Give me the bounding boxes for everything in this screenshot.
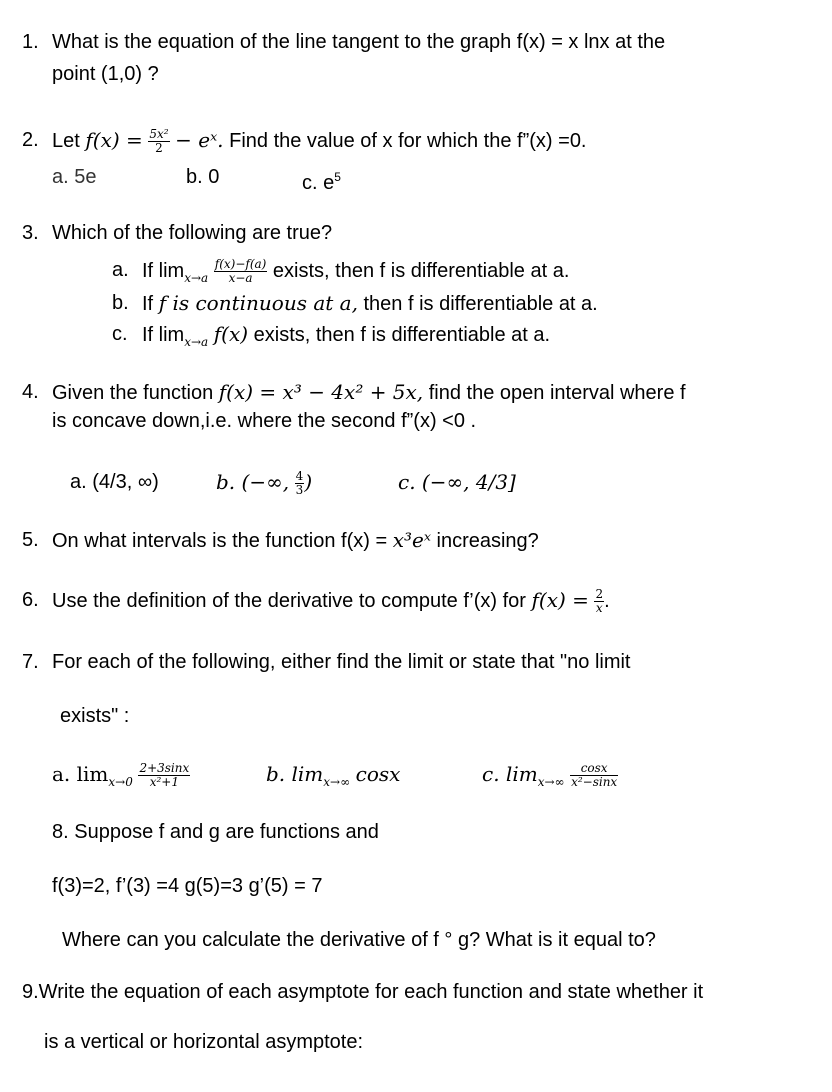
q3-text: Which of the following are true? [52, 222, 333, 244]
q7-number: 7. [22, 651, 39, 673]
q3-b-rest: then f is differentiable at a. [363, 293, 598, 315]
q3-a-frac-num: f(x)−f(a) [214, 257, 267, 271]
q9-line2: is a vertical or horizontal asymptote: [44, 1031, 364, 1053]
q2-fraction [148, 128, 169, 155]
q2-frac-num: 5x² [149, 127, 169, 142]
q2-func: f(x) = [85, 128, 143, 152]
q4-option-b-num: 4 [295, 469, 304, 484]
q2-rest: Find the value of x for which the f”(x) =0. [229, 130, 587, 152]
q7-b-post: cosx [355, 762, 401, 786]
q6-func: f(x) = [531, 588, 589, 612]
q3-a-label: a. [112, 259, 129, 281]
q3-c-label: c. [112, 323, 128, 345]
q4-option-b-den: 3 [295, 483, 304, 498]
q4-func: f(x) = x³ − 4x² + 5x, [218, 380, 424, 404]
q7-c-den: x²−sinx [571, 775, 618, 790]
q4-option-c: c. (−∞, 4/3] [398, 470, 516, 494]
q4-number: 4. [22, 381, 39, 403]
q4-option-a: a. (4/3, ∞) [70, 471, 159, 493]
q7-c-fraction [570, 762, 618, 789]
q4-option-b-pre: b. (−∞, [216, 470, 290, 494]
q8-values: f(3)=2, f’(3) =4 g(5)=3 g’(5) = 7 [52, 875, 323, 897]
q3-a-if: If lim [142, 259, 185, 282]
q4-line1 [52, 380, 686, 405]
q7-option-a [52, 762, 190, 794]
q2-let: Let [52, 130, 80, 152]
q5-text-post: increasing? [436, 530, 539, 552]
q5-func: x³eˣ [392, 528, 431, 552]
q3-b-line [142, 291, 598, 316]
q3-a-fraction [214, 258, 268, 285]
q3-number: 3. [22, 222, 39, 244]
q5-text-pre: On what intervals is the function f(x) = [52, 530, 388, 552]
q7-a-pre: a. lim [52, 762, 109, 786]
q3-c-math: f(x) [213, 322, 249, 346]
q5-number: 5. [22, 529, 39, 551]
q4-option-b [216, 470, 312, 497]
q3-c-line [142, 322, 550, 354]
q8-question: Where can you calculate the derivative of f ° g? What is it equal to? [62, 929, 656, 951]
q1-text-line1: What is the equation of the line tangent to the graph f(x) = x lnx at the [52, 31, 666, 53]
q7-a-sub: x→0 [108, 775, 133, 789]
q2-option-c-base: c. e [302, 172, 335, 194]
q7-b-sub: x→∞ [323, 775, 351, 789]
q3-c-sub: x→a [184, 335, 209, 349]
q3-c-rest: exists, then f is differentiable at a. [253, 324, 551, 346]
q4-line2: is concave down,i.e. where the second f”(x) <0 . [52, 410, 477, 432]
q3-b-label: b. [112, 292, 129, 314]
q2-option-c-sup: 5 [334, 170, 341, 184]
q2-frac-den: 2 [155, 141, 163, 156]
q7-a-fraction [138, 762, 190, 789]
q7-a-den: x²+1 [149, 775, 179, 790]
q3-b-if: If [142, 293, 154, 315]
q2-option-c [302, 165, 341, 195]
q7-c-num: cosx [570, 762, 618, 776]
q3-b-math: f is continuous at a, [158, 291, 358, 315]
q2-line [52, 128, 587, 155]
q4-text-post: find the open interval where f [428, 382, 686, 404]
q8-text: 8. Suppose f and g are functions and [52, 821, 379, 843]
q9-text: 9.Write the equation of each asymptote for each function and state whether it [22, 981, 704, 1003]
q7-option-c [482, 762, 618, 794]
q6-text: Use the definition of the derivative to compute f’(x) for [52, 590, 526, 612]
q6-frac-den: x [595, 601, 603, 616]
q7-b-pre: b. lim [266, 762, 324, 786]
q1-number: 1. [22, 31, 39, 53]
q3-a-sub: x→a [184, 270, 209, 285]
q2-option-b: b. 0 [186, 166, 220, 188]
q4-text-pre: Given the function [52, 382, 214, 404]
q6-end: . [604, 590, 610, 612]
q7-c-sub: x→∞ [537, 775, 565, 789]
q1-text-line2: point (1,0) ? [52, 63, 159, 85]
q7-line2: exists" : [60, 705, 130, 727]
q7-c-pre: c. lim [482, 762, 538, 786]
q3-a-line [142, 258, 569, 290]
q4-option-b-post: ) [304, 470, 313, 494]
q4-option-b-fraction [295, 470, 305, 497]
q2-option-a: a. 5e [52, 166, 97, 188]
q7-option-b [266, 762, 400, 794]
q3-a-frac-den: x−a [228, 271, 253, 285]
q2-minus-ex: − eˣ. [175, 128, 224, 152]
q3-a-rest: exists, then f is differentiable at a. [272, 259, 570, 282]
q6-frac-num: 2 [595, 587, 604, 602]
q7-text: For each of the following, either find the limit or state that "no limit [52, 651, 631, 673]
q6-number: 6. [22, 589, 39, 611]
q6-line [52, 588, 610, 615]
q6-fraction [594, 588, 604, 615]
q3-c-if: If lim [142, 324, 185, 346]
q5-line [52, 528, 539, 553]
q2-number: 2. [22, 129, 39, 151]
q7-a-num: 2+3sinx [139, 761, 190, 776]
